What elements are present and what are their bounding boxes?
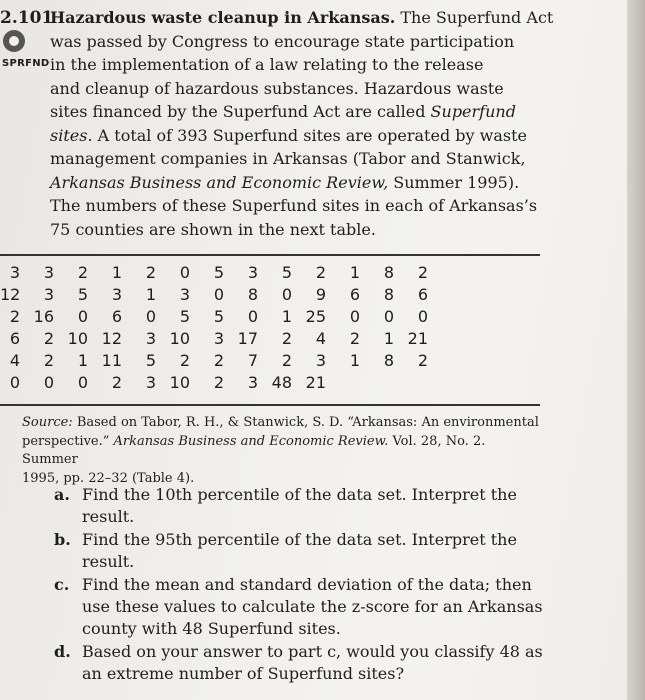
question-list (54, 484, 554, 686)
table-cell: 0 (77, 373, 88, 392)
table-cell: 2 (315, 263, 326, 282)
table-cell: 21 (305, 373, 326, 392)
table-cell: 3 (315, 351, 326, 370)
table-cell: 1 (111, 263, 122, 282)
source-citation: Source: Based on Tabor, R. H., & Stanwick, S. D. “Arkansas: An environmental perspective.” Arkansas Business and Economic Review. Vol. 28, No. 2. Summer 1995, pp. 22–32 (Table 4). (22, 415, 539, 486)
table-row (0, 262, 540, 284)
table-cell: 0 (383, 307, 394, 326)
superfund-data-table (0, 262, 540, 394)
table-cell: 9 (315, 285, 326, 304)
table-cell: 6 (349, 285, 360, 304)
table-cell (332, 372, 366, 394)
table-cell: 2 (43, 351, 54, 370)
table-cell (400, 372, 434, 394)
table-cell: 0 (77, 307, 88, 326)
table-cell: 6 (111, 307, 122, 326)
table-cell: 2 (281, 329, 292, 348)
table-cell: 2 (213, 351, 224, 370)
question-b: b. Find the 95th percentile of the data set. Interpret the result. (54, 530, 517, 571)
table-cell: 8 (383, 351, 394, 370)
table-cell: 2 (417, 263, 428, 282)
question-d: d. Based on your answer to part c, would you classify 48 as an extreme number of Superfund sites? (54, 642, 543, 683)
table-cell: 3 (145, 329, 156, 348)
exercise-number: 2.101 (0, 8, 54, 28)
table-cell: 2 (349, 329, 360, 348)
data-file-tag: SPRFND (2, 58, 50, 69)
table-cell: 0 (281, 285, 292, 304)
table-cell: 3 (9, 263, 20, 282)
applet-gear-icon (3, 30, 25, 52)
table-cell: 11 (101, 351, 122, 370)
table-row (0, 372, 540, 394)
table-cell: 17 (237, 329, 258, 348)
table-row (0, 306, 540, 328)
exercise-title: Hazardous waste cleanup in Arkansas. (50, 8, 396, 27)
table-bottom-rule (0, 404, 540, 406)
table-cell: 2 (9, 307, 20, 326)
table-cell: 3 (213, 329, 224, 348)
table-cell: 10 (169, 329, 190, 348)
table-cell: 2 (179, 351, 190, 370)
table-top-rule (0, 254, 540, 256)
table-cell: 4 (315, 329, 326, 348)
table-cell: 48 (271, 373, 292, 392)
table-cell: 8 (383, 285, 394, 304)
table-cell: 5 (213, 307, 224, 326)
table-cell: 10 (169, 373, 190, 392)
table-cell: 2 (281, 351, 292, 370)
table-cell: 0 (9, 373, 20, 392)
table-cell: 2 (111, 373, 122, 392)
table-cell: 12 (0, 285, 21, 304)
table-cell: 3 (247, 263, 258, 282)
table-cell: 25 (305, 307, 326, 326)
table-cell: 3 (43, 263, 54, 282)
table-cell: 2 (43, 329, 54, 348)
table-cell: 21 (407, 329, 428, 348)
table-cell: 3 (43, 285, 54, 304)
table-cell: 4 (9, 351, 20, 370)
table-cell: 0 (213, 285, 224, 304)
table-cell: 5 (213, 263, 224, 282)
table-cell: 1 (349, 351, 360, 370)
table-cell: 2 (213, 373, 224, 392)
table-cell: 0 (179, 263, 190, 282)
table-cell: 0 (349, 307, 360, 326)
table-cell (366, 372, 400, 394)
question-c: c. Find the mean and standard deviation of the data; then use these values to calculate the z-score for an Arkansas county with 48 Superfund sites. (54, 575, 543, 638)
table-cell: 0 (145, 307, 156, 326)
question-a: a. Find the 10th percentile of the data set. Interpret the result. (54, 485, 517, 526)
table-cell: 5 (281, 263, 292, 282)
table-cell: 0 (417, 307, 428, 326)
table-cell: 8 (247, 285, 258, 304)
table-cell: 3 (179, 285, 190, 304)
table-cell: 5 (179, 307, 190, 326)
table-cell: 1 (349, 263, 360, 282)
table-row (0, 284, 540, 306)
table-cell: 10 (67, 329, 88, 348)
table-cell: 6 (417, 285, 428, 304)
table-row (0, 328, 540, 350)
table-row (0, 350, 540, 372)
page-spine-shadow (627, 0, 645, 700)
table-cell: 2 (77, 263, 88, 282)
table-cell: 12 (101, 329, 122, 348)
table-cell: 1 (383, 329, 394, 348)
table-cell: 5 (77, 285, 88, 304)
table-cell: 2 (417, 351, 428, 370)
table-cell: 5 (145, 351, 156, 370)
table-cell: 16 (33, 307, 54, 326)
exercise-text: Hazardous waste cleanup in Arkansas. The Superfund Act was passed by Congress to encourage state participation in the implementation of a law relating to the release and cleanup of hazardous substances. Hazardous waste sites financed by the Superfund Act are called Superfund sites. A total of 393 Superfund sites are operated by waste management companies in Arkansas (Tabor and Stanwick, Arkansas Business and Economic Review, Summer 1995). The numbers of these Superfund sites in each of Arkansas’s 75 counties are shown in the next table. (50, 8, 554, 239)
table-cell: 7 (247, 351, 258, 370)
table-cell: 1 (145, 285, 156, 304)
table-cell: 8 (383, 263, 394, 282)
table-cell: 3 (145, 373, 156, 392)
table-cell: 0 (247, 307, 258, 326)
table-cell: 2 (145, 263, 156, 282)
table-cell: 0 (43, 373, 54, 392)
table-cell: 6 (9, 329, 20, 348)
table-cell: 1 (281, 307, 292, 326)
table-cell: 3 (247, 373, 258, 392)
table-cell: 1 (77, 351, 88, 370)
table-cell: 3 (111, 285, 122, 304)
